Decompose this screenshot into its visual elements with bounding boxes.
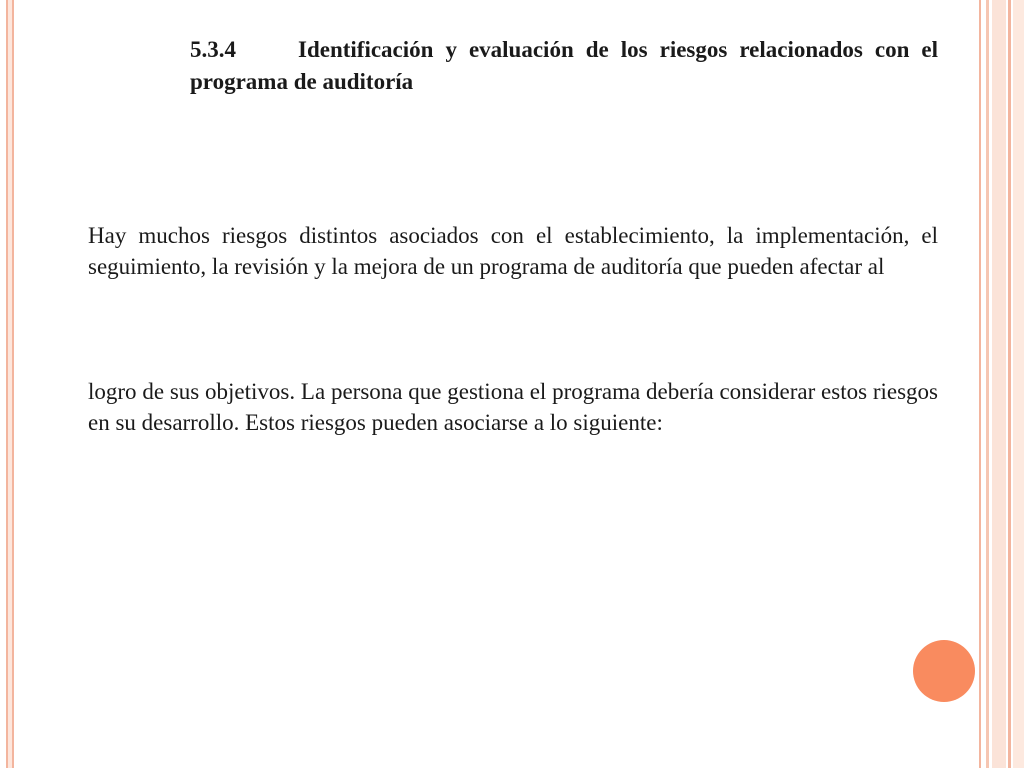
left-border-inner xyxy=(8,0,12,768)
section-heading xyxy=(190,34,938,98)
right-stripe xyxy=(992,0,1006,768)
right-stripe xyxy=(1013,0,1024,768)
body-paragraph-1: Hay muchos riesgos distintos asociados con el establecimiento, la implementación, el seguimiento, la revisión y la mejora de un programa de auditoría que pueden afectar al xyxy=(88,223,938,279)
section-number: 5.3.4 xyxy=(190,37,236,62)
section-title: Identificación y evaluación de los riesgos relacionados con el programa de auditoría xyxy=(190,37,938,94)
right-stripe xyxy=(986,0,989,768)
right-stripe xyxy=(979,0,981,768)
decorative-circle xyxy=(913,640,975,702)
body-paragraph-2: logro de sus objetivos. La persona que gestiona el programa debería considerar estos riesgos en su desarrollo. Estos riesgos pueden asociarse a lo siguiente: xyxy=(88,379,938,435)
right-stripe xyxy=(1008,0,1011,768)
